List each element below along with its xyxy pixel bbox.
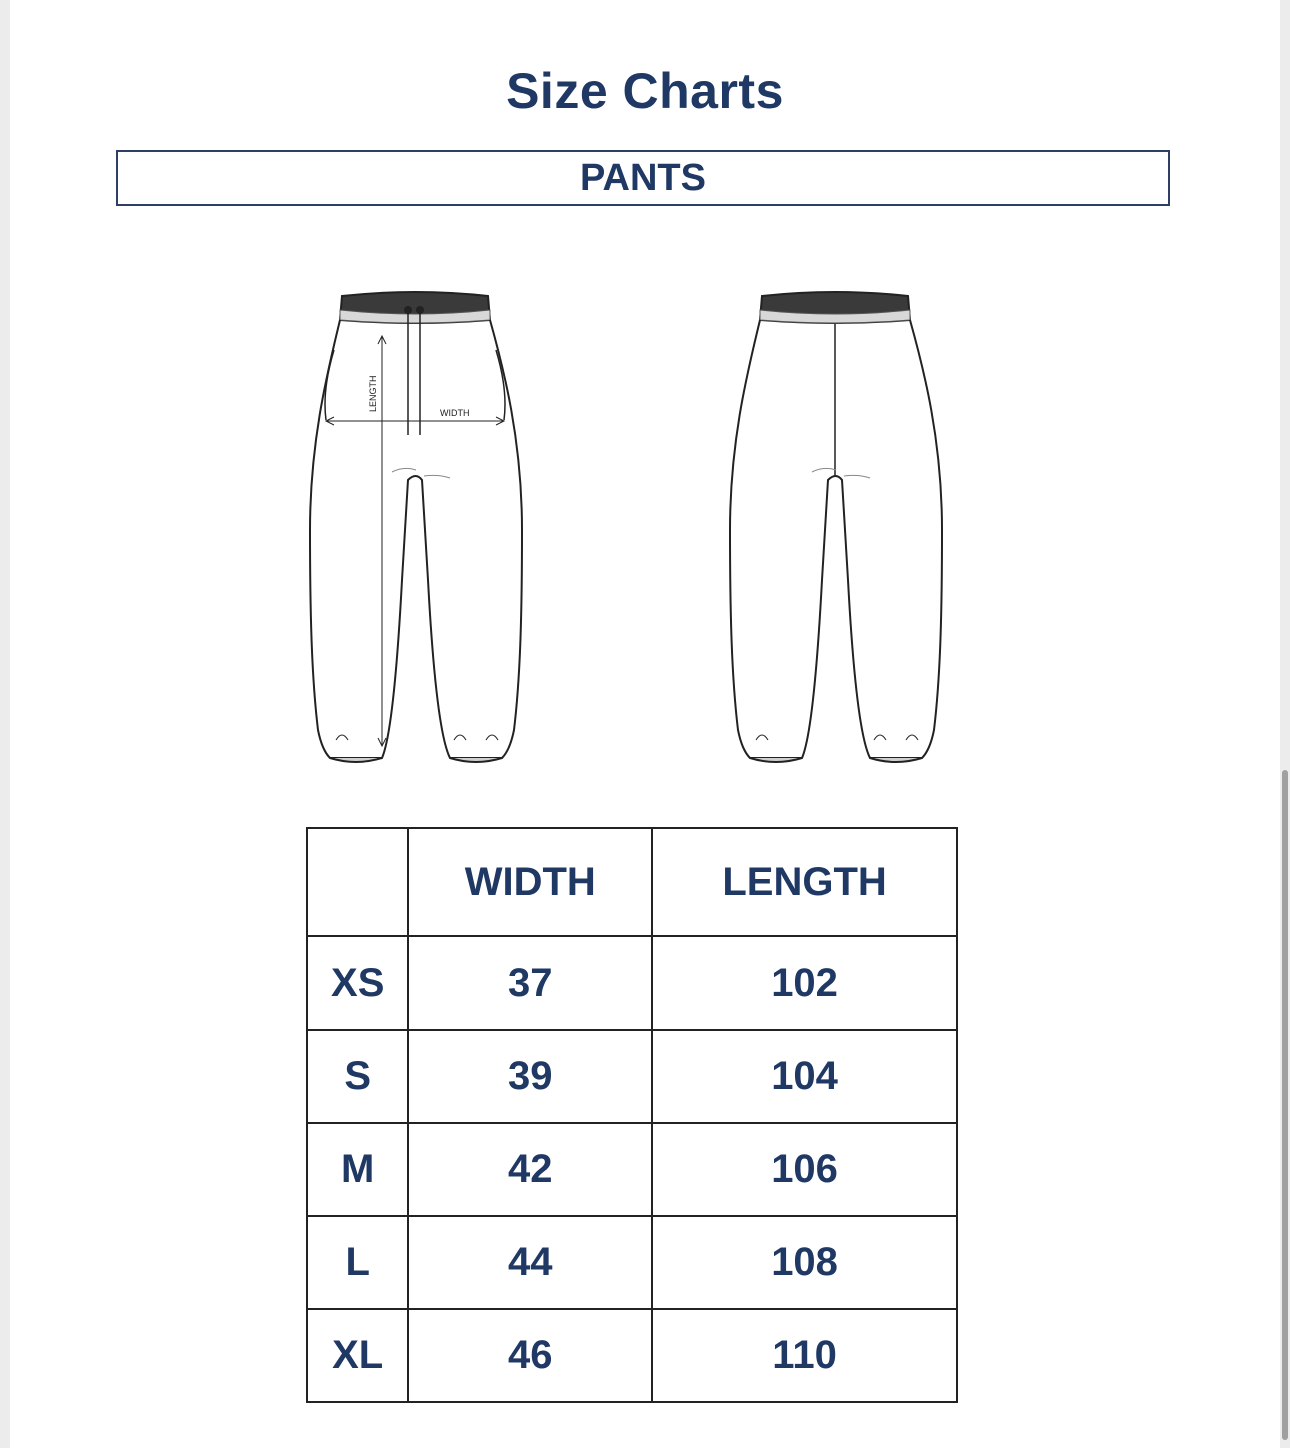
pants-front-view [310,292,522,762]
table-row [307,936,957,1029]
length-cell: 104 [652,1030,957,1123]
size-cell: XL [307,1309,408,1402]
table-row [307,1216,957,1309]
width-cell: 37 [408,936,652,1029]
size-table [306,827,958,1403]
pants-back-view [730,292,942,762]
width-cell: 46 [408,1309,652,1402]
table-row [307,1030,957,1123]
section-label: PANTS [580,156,706,199]
section-header [116,150,1170,206]
length-cell: 108 [652,1216,957,1309]
width-cell: 39 [408,1030,652,1123]
width-cell: 44 [408,1216,652,1309]
length-cell: 106 [652,1123,957,1216]
table-row [307,1309,957,1402]
width-label: WIDTH [440,408,470,418]
table-header-cell: WIDTH [408,828,652,936]
page-title: Size Charts [506,63,784,119]
table-row [307,1123,957,1216]
pants-diagram [10,280,1280,780]
table-header-row [307,828,957,936]
length-cell: 102 [652,936,957,1029]
width-cell: 42 [408,1123,652,1216]
document-page [10,0,1280,1448]
size-cell: M [307,1123,408,1216]
scrollbar[interactable] [1280,0,1290,1448]
length-cell: 110 [652,1309,957,1402]
size-cell: L [307,1216,408,1309]
size-cell: XS [307,936,408,1029]
length-label: LENGTH [368,375,378,412]
scrollbar-thumb[interactable] [1282,770,1288,1440]
table-header-cell: LENGTH [652,828,957,936]
size-cell: S [307,1030,408,1123]
table-header-cell [307,828,408,936]
